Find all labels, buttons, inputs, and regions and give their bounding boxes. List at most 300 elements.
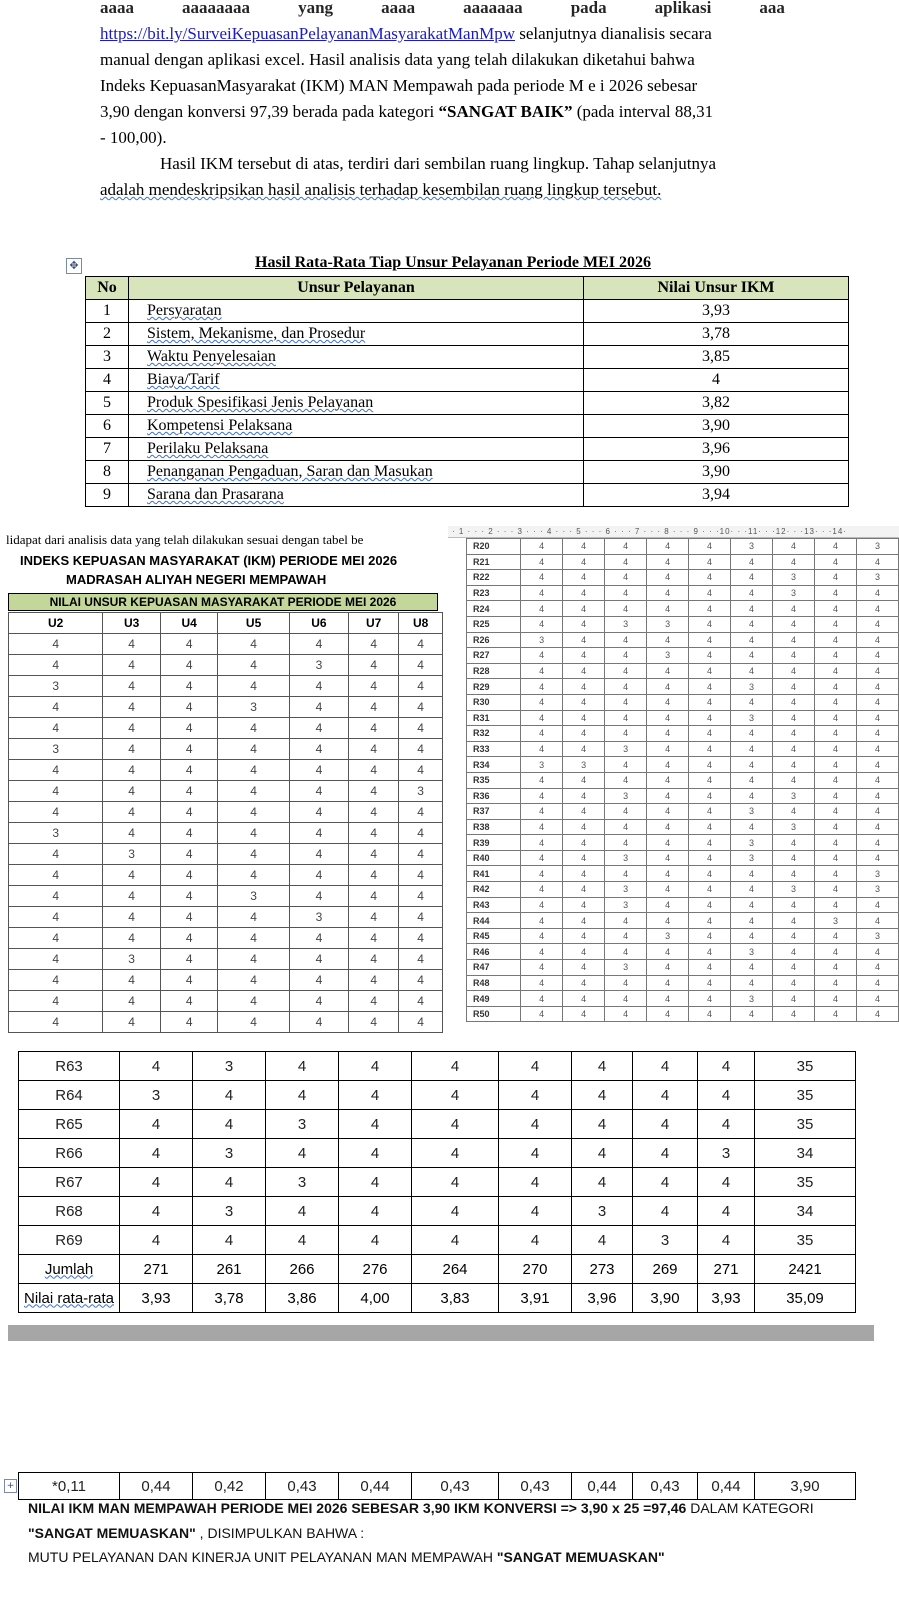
excel-cell: 4 bbox=[563, 1006, 605, 1022]
excel-cell: 4 bbox=[521, 601, 563, 617]
excel-cell: 4 bbox=[218, 739, 289, 760]
excel-cell: 4 bbox=[647, 757, 689, 773]
col-no: No bbox=[86, 277, 129, 300]
excel-cell: 4 bbox=[399, 865, 443, 886]
excel-left-row bbox=[9, 634, 443, 655]
excel-cell: 3 bbox=[521, 632, 563, 648]
row-no: 3 bbox=[86, 346, 129, 369]
excel-cell: 4 bbox=[689, 928, 731, 944]
excel-cell: 4 bbox=[815, 616, 857, 632]
excel-cell: 4 bbox=[647, 819, 689, 835]
summary-cell: 269 bbox=[633, 1255, 698, 1284]
excel-cell: 4 bbox=[815, 975, 857, 991]
excel-cell: 3 bbox=[605, 897, 647, 913]
excel-cell: 3 bbox=[9, 676, 103, 697]
summary-cell: 271 bbox=[120, 1255, 193, 1284]
excel-right-row bbox=[467, 726, 899, 742]
summary-cell: 4 bbox=[572, 1226, 633, 1255]
excel-cell: 4 bbox=[521, 819, 563, 835]
excel-left-row bbox=[9, 697, 443, 718]
summary-cell: 4 bbox=[572, 1052, 633, 1081]
excel-cell: 4 bbox=[103, 739, 161, 760]
excel-cell: 4 bbox=[521, 804, 563, 820]
excel-cell: 4 bbox=[521, 850, 563, 866]
excel-left-header bbox=[9, 613, 443, 634]
excel-cell: 4 bbox=[773, 648, 815, 664]
excel-cell: 4 bbox=[731, 694, 773, 710]
excel-cell: 4 bbox=[605, 757, 647, 773]
weighted-cell: 0,44 bbox=[339, 1473, 412, 1500]
excel-cell: 4 bbox=[857, 757, 899, 773]
excel-right-row bbox=[467, 585, 899, 601]
excel-cell: 4 bbox=[289, 844, 348, 865]
excel-cell: 4 bbox=[605, 804, 647, 820]
excel-left-table bbox=[8, 612, 443, 1033]
excel-cell: 4 bbox=[731, 819, 773, 835]
unsur-row bbox=[86, 415, 849, 438]
excel-col-header: U6 bbox=[289, 613, 348, 634]
excel-cell: 4 bbox=[160, 781, 218, 802]
excel-cell: 4 bbox=[815, 788, 857, 804]
excel-cell: 3 bbox=[857, 866, 899, 882]
summary-cell: 4 bbox=[499, 1052, 572, 1081]
row-no: 4 bbox=[86, 369, 129, 392]
excel-cell: 4 bbox=[160, 655, 218, 676]
excel-cell: 4 bbox=[9, 865, 103, 886]
link-line-rest: selanjutnya dianalisis secara bbox=[519, 24, 712, 43]
cut-word: yang bbox=[298, 0, 334, 17]
row-label: R63 bbox=[19, 1052, 120, 1081]
excel-cell: 4 bbox=[160, 802, 218, 823]
summary-cell: 4 bbox=[572, 1139, 633, 1168]
excel-cell: 4 bbox=[399, 907, 443, 928]
summary-cell: 3 bbox=[572, 1197, 633, 1226]
excel-cell: 4 bbox=[647, 913, 689, 929]
para-line-3: Indeks KepuasanMasyarakat (IKM) MAN Mempawah pada periode M e i 2026 sebesar bbox=[100, 76, 698, 95]
excel-cell: 4 bbox=[289, 718, 348, 739]
summary-cell: 3 bbox=[266, 1168, 339, 1197]
excel-cell: 3 bbox=[731, 944, 773, 960]
excel-cell: 4 bbox=[399, 928, 443, 949]
excel-cell: 4 bbox=[563, 882, 605, 898]
excel-left-row bbox=[9, 907, 443, 928]
weighted-cell: 0,44 bbox=[120, 1473, 193, 1500]
excel-cell: 3 bbox=[289, 907, 348, 928]
excel-cell: 4 bbox=[815, 804, 857, 820]
excel-cell: 4 bbox=[289, 676, 348, 697]
excel-cell: 3 bbox=[773, 819, 815, 835]
excel-cell: 4 bbox=[689, 757, 731, 773]
excel-cell: 4 bbox=[160, 739, 218, 760]
summary-cell: 4 bbox=[499, 1226, 572, 1255]
excel-cell: 3 bbox=[731, 710, 773, 726]
excel-cell: 4 bbox=[160, 886, 218, 907]
excel-cell: 4 bbox=[399, 634, 443, 655]
excel-cell: 4 bbox=[605, 710, 647, 726]
excel-cell: 4 bbox=[857, 694, 899, 710]
summary-cell: 34 bbox=[755, 1139, 856, 1168]
excel-cell: 4 bbox=[647, 804, 689, 820]
weighted-cell: 0,43 bbox=[266, 1473, 339, 1500]
summary-cell: 4 bbox=[698, 1081, 755, 1110]
summary-cell: 4 bbox=[633, 1197, 698, 1226]
excel-cell: 3 bbox=[289, 655, 348, 676]
excel-cell: 3 bbox=[563, 757, 605, 773]
excel-cell: 4 bbox=[689, 804, 731, 820]
excel-cell: 4 bbox=[103, 676, 161, 697]
excel-cell: 4 bbox=[815, 601, 857, 617]
excel-cell: 4 bbox=[349, 865, 399, 886]
excel-cell: 4 bbox=[731, 772, 773, 788]
summary-cell: 271 bbox=[698, 1255, 755, 1284]
summary-cell: 4 bbox=[499, 1081, 572, 1110]
excel-cell: 4 bbox=[605, 539, 647, 555]
unsur-row bbox=[86, 346, 849, 369]
summary-cell: 4 bbox=[499, 1139, 572, 1168]
excel-left-row bbox=[9, 865, 443, 886]
excel-cell: 4 bbox=[731, 788, 773, 804]
excel-right-row bbox=[467, 741, 899, 757]
summary-cell: 3,93 bbox=[120, 1284, 193, 1313]
summary-cell: 266 bbox=[266, 1255, 339, 1284]
excel-cell: 4 bbox=[647, 585, 689, 601]
cut-word: pada bbox=[570, 0, 607, 17]
summary-cell: 3 bbox=[633, 1226, 698, 1255]
summary-cell: 4 bbox=[572, 1110, 633, 1139]
respondent-label: R24 bbox=[467, 601, 521, 617]
excel-cell: 4 bbox=[647, 850, 689, 866]
summary-cell: 3,93 bbox=[698, 1284, 755, 1313]
excel-cell: 4 bbox=[218, 781, 289, 802]
excel-cell: 4 bbox=[773, 944, 815, 960]
excel-cell: 4 bbox=[160, 844, 218, 865]
excel-cell: 4 bbox=[689, 616, 731, 632]
excel-cell: 4 bbox=[289, 802, 348, 823]
summary-cell: 35,09 bbox=[755, 1284, 856, 1313]
link-line bbox=[100, 21, 785, 47]
excel-cell: 4 bbox=[689, 663, 731, 679]
excel-cell: 4 bbox=[773, 757, 815, 773]
excel-cell: 4 bbox=[815, 1006, 857, 1022]
excel-cell: 4 bbox=[731, 897, 773, 913]
excel-cell: 4 bbox=[605, 772, 647, 788]
respondent-label: R27 bbox=[467, 648, 521, 664]
summary-cell: 4 bbox=[266, 1226, 339, 1255]
excel-cell: 4 bbox=[605, 913, 647, 929]
summary-cell: 276 bbox=[339, 1255, 412, 1284]
excel-cell: 4 bbox=[563, 975, 605, 991]
excel-cell: 4 bbox=[689, 819, 731, 835]
unsur-row bbox=[86, 438, 849, 461]
weighted-cell: 0,44 bbox=[572, 1473, 633, 1500]
summary-cell: 273 bbox=[572, 1255, 633, 1284]
excel-cell: 4 bbox=[605, 632, 647, 648]
excel-left-row bbox=[9, 949, 443, 970]
respondent-label: R37 bbox=[467, 804, 521, 820]
excel-cell: 4 bbox=[773, 710, 815, 726]
summary-cell: 3,91 bbox=[499, 1284, 572, 1313]
summary-cell: 35 bbox=[755, 1081, 856, 1110]
summary-cell: 3,96 bbox=[572, 1284, 633, 1313]
excel-cell: 4 bbox=[773, 850, 815, 866]
excel-cell: 4 bbox=[731, 648, 773, 664]
excel-cell: 3 bbox=[9, 739, 103, 760]
excel-cell: 3 bbox=[857, 539, 899, 555]
para-line-6: Hasil IKM tersebut di atas, terdiri dari sembilan ruang lingkup. Tahap selanjutnya bbox=[160, 154, 717, 173]
excel-cell: 4 bbox=[521, 741, 563, 757]
summary-cell: 261 bbox=[193, 1255, 266, 1284]
weighted-cell: 3,90 bbox=[755, 1473, 856, 1500]
row-nilai: 3,78 bbox=[584, 323, 849, 346]
excel-cell: 4 bbox=[9, 844, 103, 865]
excel-cell: 4 bbox=[563, 944, 605, 960]
excel-cell: 4 bbox=[815, 772, 857, 788]
excel-cell: 4 bbox=[218, 802, 289, 823]
excel-cell: 4 bbox=[9, 886, 103, 907]
excel-cell: 4 bbox=[563, 960, 605, 976]
unsur-row bbox=[86, 461, 849, 484]
excel-cell: 4 bbox=[773, 772, 815, 788]
excel-cell: 4 bbox=[349, 844, 399, 865]
summary-cell: 4 bbox=[193, 1081, 266, 1110]
excel-cell: 4 bbox=[563, 710, 605, 726]
excel-cell: 4 bbox=[731, 585, 773, 601]
summary-cell: 3 bbox=[266, 1110, 339, 1139]
excel-cell: 4 bbox=[9, 718, 103, 739]
excel-cell: 4 bbox=[399, 886, 443, 907]
excel-cell: 4 bbox=[731, 741, 773, 757]
excel-cell: 4 bbox=[815, 991, 857, 1007]
excel-cell: 4 bbox=[103, 697, 161, 718]
unsur-table-header bbox=[86, 277, 849, 300]
excel-cell: 4 bbox=[349, 949, 399, 970]
survey-link[interactable]: https://bit.ly/SurveiKepuasanPelayananMasyarakatManMpw bbox=[100, 24, 515, 43]
excel-cell: 3 bbox=[521, 757, 563, 773]
weighted-cell: 0,44 bbox=[698, 1473, 755, 1500]
excel-cell: 4 bbox=[563, 648, 605, 664]
summary-cell: 3,78 bbox=[193, 1284, 266, 1313]
excel-col-header: U5 bbox=[218, 613, 289, 634]
para-line-5: - 100,00). bbox=[100, 128, 167, 147]
row-no: 6 bbox=[86, 415, 129, 438]
summary-cell: 4 bbox=[412, 1081, 499, 1110]
excel-cell: 4 bbox=[647, 772, 689, 788]
summary-cell: 4 bbox=[412, 1226, 499, 1255]
row-label: R64 bbox=[19, 1081, 120, 1110]
excel-cell: 4 bbox=[857, 1006, 899, 1022]
conclusion-line-2 bbox=[28, 1525, 364, 1541]
excel-cell: 4 bbox=[689, 648, 731, 664]
excel-cell: 4 bbox=[399, 970, 443, 991]
excel-cell: 4 bbox=[160, 697, 218, 718]
excel-cell: 4 bbox=[773, 601, 815, 617]
excel-cell: 4 bbox=[563, 819, 605, 835]
excel-cell: 4 bbox=[563, 539, 605, 555]
unsur-table bbox=[85, 276, 849, 507]
summary-cell: 270 bbox=[499, 1255, 572, 1284]
excel-cell: 4 bbox=[689, 913, 731, 929]
summary-cell: 4 bbox=[698, 1197, 755, 1226]
excel-cell: 4 bbox=[605, 866, 647, 882]
excel-cell: 4 bbox=[103, 634, 161, 655]
summary-cell: 3,90 bbox=[633, 1284, 698, 1313]
excel-cell: 4 bbox=[773, 663, 815, 679]
excel-cell: 4 bbox=[689, 866, 731, 882]
excel-right-row bbox=[467, 648, 899, 664]
row-label: R69 bbox=[19, 1226, 120, 1255]
excel-cell: 4 bbox=[815, 663, 857, 679]
excel-col-header: U3 bbox=[103, 613, 161, 634]
excel-cell: 4 bbox=[399, 697, 443, 718]
excel-cell: 4 bbox=[563, 616, 605, 632]
excel-cell: 4 bbox=[773, 694, 815, 710]
row-no: 5 bbox=[86, 392, 129, 415]
weighted-cell: 0,43 bbox=[412, 1473, 499, 1500]
summary-cell: 4 bbox=[572, 1081, 633, 1110]
excel-cell: 3 bbox=[773, 585, 815, 601]
respondent-label: R46 bbox=[467, 944, 521, 960]
excel-cell: 4 bbox=[647, 741, 689, 757]
excel-cell: 4 bbox=[9, 928, 103, 949]
excel-cell: 4 bbox=[773, 991, 815, 1007]
excel-cell: 4 bbox=[773, 866, 815, 882]
excel-cell: 4 bbox=[605, 928, 647, 944]
excel-subtitle: MADRASAH ALIYAH NEGERI MEMPAWAH bbox=[66, 572, 327, 587]
excel-cell: 4 bbox=[9, 1012, 103, 1033]
excel-cell: 4 bbox=[773, 928, 815, 944]
excel-left-row bbox=[9, 676, 443, 697]
excel-cell: 4 bbox=[218, 655, 289, 676]
respondent-label: R33 bbox=[467, 741, 521, 757]
move-handle-icon[interactable]: + bbox=[4, 1479, 17, 1493]
summary-cell: 4 bbox=[120, 1110, 193, 1139]
respondent-label: R36 bbox=[467, 788, 521, 804]
excel-cell: 4 bbox=[605, 1006, 647, 1022]
excel-cell: 4 bbox=[103, 718, 161, 739]
excel-cell: 4 bbox=[689, 772, 731, 788]
excel-cell: 4 bbox=[160, 1012, 218, 1033]
excel-cell: 3 bbox=[731, 804, 773, 820]
excel-cell: 4 bbox=[289, 739, 348, 760]
excel-cell: 3 bbox=[647, 616, 689, 632]
excel-cell: 4 bbox=[9, 907, 103, 928]
row-no: 1 bbox=[86, 300, 129, 323]
excel-cell: 4 bbox=[857, 741, 899, 757]
excel-cell: 4 bbox=[689, 850, 731, 866]
weighted-table bbox=[18, 1472, 856, 1500]
excel-cell: 4 bbox=[857, 679, 899, 695]
excel-cell: 4 bbox=[9, 949, 103, 970]
excel-cell: 4 bbox=[521, 694, 563, 710]
para-line-2: manual dengan aplikasi excel. Hasil analisis data yang telah dilakukan diketahui bahwa bbox=[100, 50, 695, 69]
summary-row bbox=[19, 1255, 856, 1284]
excel-cell: 4 bbox=[218, 634, 289, 655]
row-nilai: 3,96 bbox=[584, 438, 849, 461]
excel-cell: 4 bbox=[647, 570, 689, 586]
excel-cell: 4 bbox=[731, 554, 773, 570]
excel-cell: 4 bbox=[563, 897, 605, 913]
summary-table bbox=[18, 1051, 856, 1313]
excel-cell: 4 bbox=[605, 944, 647, 960]
excel-left-row bbox=[9, 970, 443, 991]
col-nilai: Nilai Unsur IKM bbox=[584, 277, 849, 300]
unsur-row bbox=[86, 392, 849, 415]
excel-cell: 4 bbox=[521, 975, 563, 991]
excel-cell: 4 bbox=[605, 648, 647, 664]
excel-cell: 4 bbox=[521, 616, 563, 632]
excel-cell: 4 bbox=[218, 718, 289, 739]
excel-cell: 4 bbox=[521, 570, 563, 586]
excel-left-row bbox=[9, 760, 443, 781]
excel-col-header: U8 bbox=[399, 613, 443, 634]
excel-cell: 3 bbox=[605, 741, 647, 757]
excel-cell: 4 bbox=[399, 655, 443, 676]
respondent-label: R48 bbox=[467, 975, 521, 991]
excel-cell: 4 bbox=[218, 865, 289, 886]
excel-cell: 4 bbox=[218, 907, 289, 928]
excel-cell: 4 bbox=[773, 897, 815, 913]
excel-cell: 4 bbox=[218, 844, 289, 865]
excel-cell: 4 bbox=[521, 835, 563, 851]
respondent-label: R21 bbox=[467, 554, 521, 570]
excel-cell: 3 bbox=[605, 960, 647, 976]
excel-right-row bbox=[467, 570, 899, 586]
excel-cell: 4 bbox=[689, 632, 731, 648]
row-nilai: 4 bbox=[584, 369, 849, 392]
excel-cell: 4 bbox=[289, 823, 348, 844]
excel-cell: 4 bbox=[521, 663, 563, 679]
excel-cell: 4 bbox=[563, 726, 605, 742]
excel-cell: 4 bbox=[689, 741, 731, 757]
excel-cell: 4 bbox=[689, 882, 731, 898]
excel-cell: 4 bbox=[689, 726, 731, 742]
excel-cell: 4 bbox=[399, 823, 443, 844]
unsur-row bbox=[86, 369, 849, 392]
summary-cell: 4 bbox=[499, 1110, 572, 1139]
summary-cell: 4 bbox=[633, 1110, 698, 1139]
excel-cell: 4 bbox=[289, 991, 348, 1012]
conclusion-mutu: MUTU PELAYANAN DAN KINERJA UNIT PELAYANAN MAN MEMPAWAH bbox=[28, 1549, 497, 1565]
excel-cell: 4 bbox=[563, 741, 605, 757]
summary-cell: 4 bbox=[412, 1110, 499, 1139]
row-nilai: 3,93 bbox=[584, 300, 849, 323]
excel-cell: 4 bbox=[647, 835, 689, 851]
excel-cell: 4 bbox=[815, 585, 857, 601]
excel-cell: 4 bbox=[731, 913, 773, 929]
excel-cell: 4 bbox=[647, 632, 689, 648]
excel-cell: 4 bbox=[9, 634, 103, 655]
excel-cell: 4 bbox=[857, 960, 899, 976]
excel-cell: 4 bbox=[218, 760, 289, 781]
weighted-row bbox=[19, 1473, 856, 1500]
excel-cell: 4 bbox=[521, 928, 563, 944]
excel-cell: 4 bbox=[160, 907, 218, 928]
cut-line bbox=[100, 0, 785, 21]
excel-cell: 4 bbox=[647, 726, 689, 742]
excel-cell: 4 bbox=[605, 679, 647, 695]
excel-right-row bbox=[467, 928, 899, 944]
excel-cell: 3 bbox=[218, 697, 289, 718]
ruler: · 1 · · · 2 · · · 3 · · · 4 · · · 5 · · · 6 · · · 7 · · · 8 · · · 9 · · ·10· · ·11· · ·12· · ·13· · ·14· bbox=[448, 526, 899, 538]
col-unsur: Unsur Pelayanan bbox=[129, 277, 584, 300]
excel-cell: 4 bbox=[773, 913, 815, 929]
move-handle-icon[interactable]: ✥ bbox=[66, 258, 82, 274]
excel-cell: 4 bbox=[689, 585, 731, 601]
excel-right-row bbox=[467, 991, 899, 1007]
excel-cell: 4 bbox=[731, 632, 773, 648]
excel-cell: 4 bbox=[218, 928, 289, 949]
excel-cell: 4 bbox=[731, 866, 773, 882]
